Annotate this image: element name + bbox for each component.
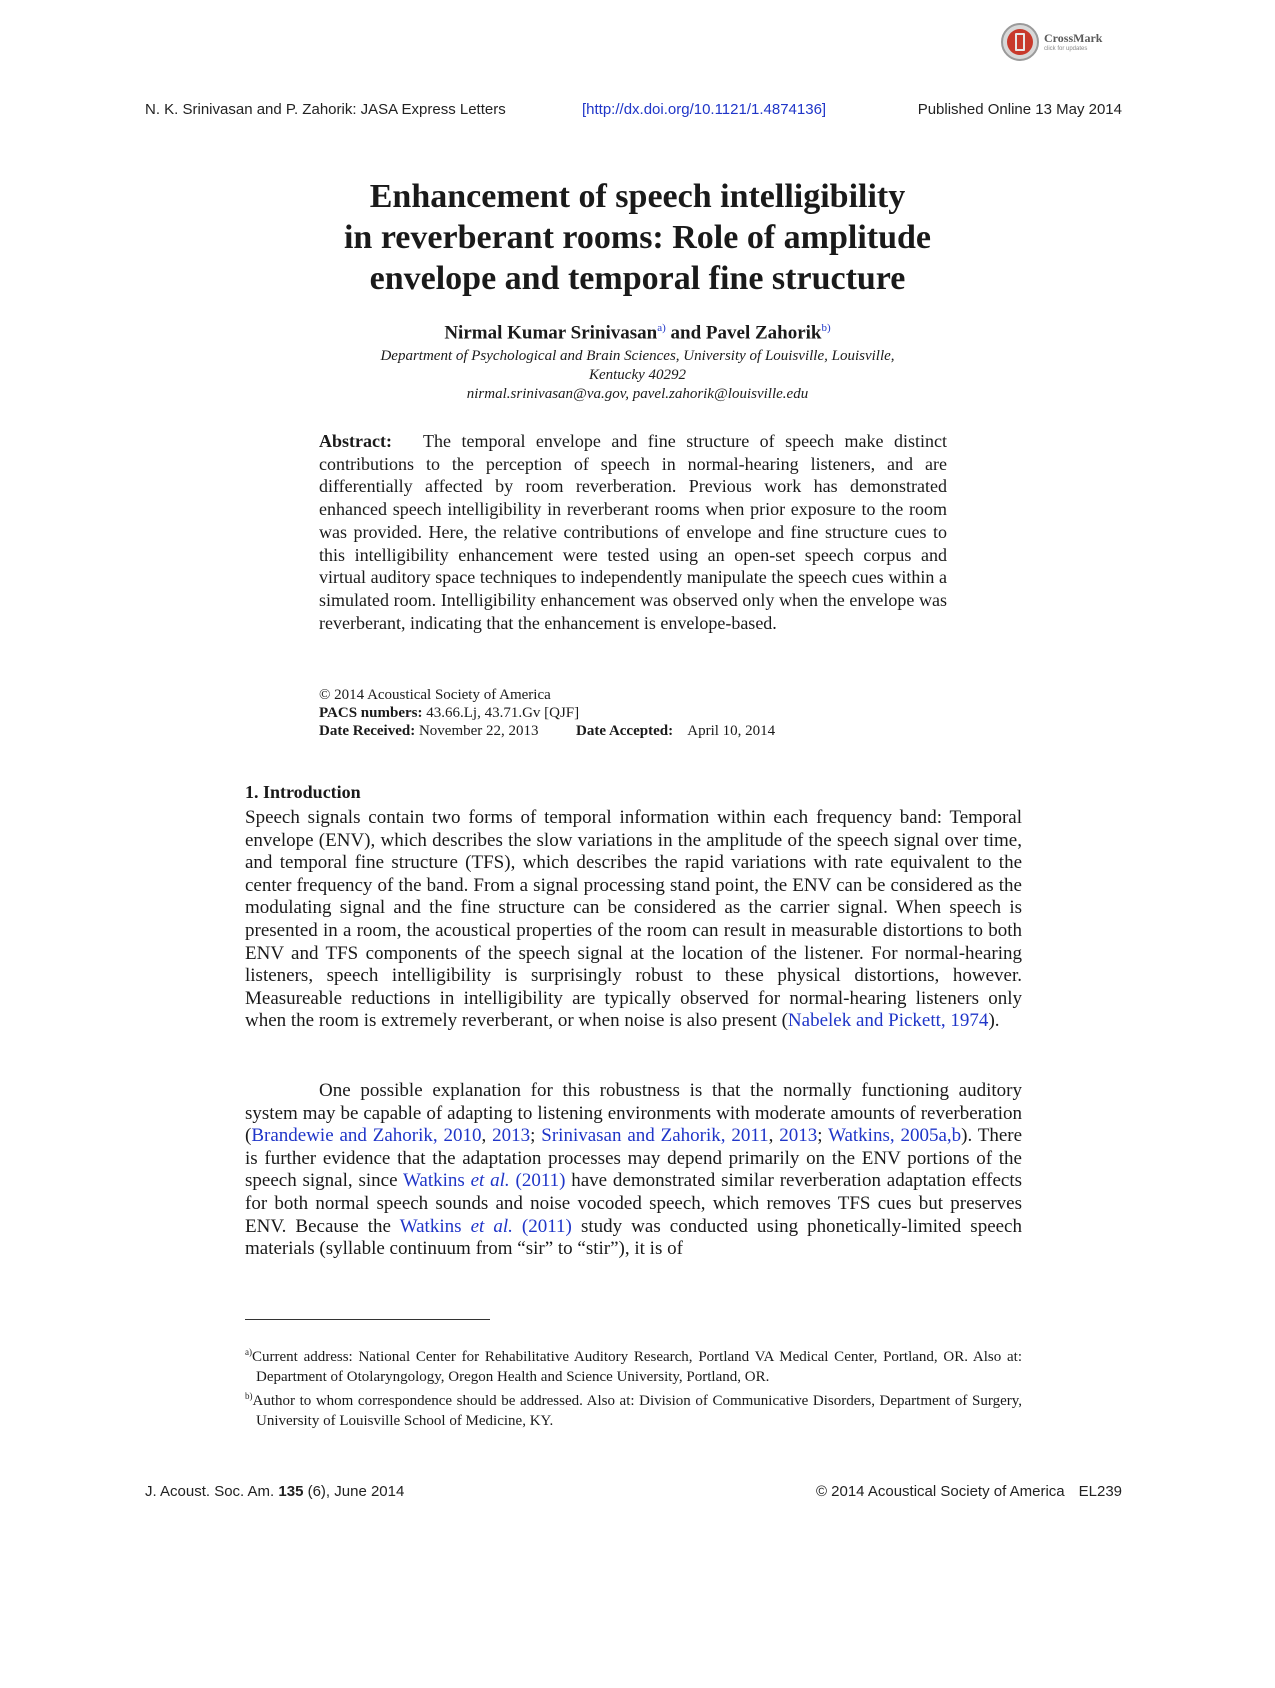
pacs-value: 43.66.Lj, 43.71.Gv [QJF]: [426, 705, 580, 721]
journal-volume: 135: [278, 1483, 304, 1500]
citation-watkins-2011-a-etal: et al.: [470, 1170, 510, 1192]
doi-link[interactable]: [http://dx.doi.org/10.1121/1.4874136]: [582, 101, 827, 118]
accepted-value: April 10, 2014: [687, 723, 776, 739]
journal-citation: [145, 1483, 404, 1500]
article-title: [260, 176, 1015, 299]
page-number: EL239: [1078, 1483, 1122, 1500]
author-2-footnote-mark[interactable]: b): [821, 322, 831, 334]
dates-line: [319, 722, 947, 740]
affiliation: [260, 347, 1015, 404]
journal-name: J. Acoust. Soc. Am.: [145, 1483, 279, 1500]
citation-watkins-2011-a-year: (2011): [509, 1170, 566, 1192]
crossmark-icon: [1000, 22, 1040, 62]
article-meta: [319, 686, 947, 740]
p2-sep-4: ;: [817, 1125, 829, 1147]
author-2: Pavel Zahorik: [705, 322, 822, 344]
citation-brandewie-2013[interactable]: 2013: [492, 1125, 531, 1147]
crossmark-subtitle: click for updates: [1044, 46, 1088, 52]
author-conjunction: and: [665, 322, 706, 344]
section-heading: 1. Introduction: [245, 782, 361, 802]
footnote-a-mark: a): [245, 1347, 252, 1357]
abstract-label: Abstract:: [319, 431, 392, 451]
received-value: November 22, 2013: [418, 723, 539, 739]
footnotes: [245, 1343, 1022, 1431]
p2-sep-3: ,: [768, 1125, 780, 1147]
accepted-label: Date Accepted:: [576, 723, 674, 739]
footnote-a: [245, 1343, 1022, 1387]
p2-text-b: ). There is further evidence that the adaptation processes may depend primarily on the ENV portions of the speech signal, since: [245, 1125, 1023, 1192]
affiliation-line-1: Department of Psychological and Brain Sciences, University of Louisville, Louisville,: [380, 348, 895, 364]
p2-sep-1: ,: [481, 1125, 493, 1147]
citation-watkins-2011-b-name: Watkins: [399, 1215, 471, 1237]
pacs-label: PACS numbers:: [319, 705, 423, 721]
author-1-footnote-mark[interactable]: a): [657, 322, 666, 334]
received-label: Date Received:: [319, 723, 416, 739]
title-line-1: Enhancement of speech intelligibility: [369, 178, 906, 215]
footnote-b-mark: b): [245, 1391, 253, 1401]
author-emails: nirmal.srinivasan@va.gov, pavel.zahorik@louisville.edu: [466, 386, 809, 402]
citation-watkins-2011-b[interactable]: [400, 1216, 572, 1237]
citation-brandewie-2010[interactable]: Brandewie and Zahorik, 2010: [251, 1125, 482, 1147]
citation-watkins-2011-a[interactable]: [403, 1170, 565, 1191]
footnote-b-text: Author to whom correspondence should be addressed. Also at: Division of Communicative Disorders, Department of Surgery, University of Louisville School of Medicine, KY.: [252, 1393, 1022, 1429]
pacs-line: [319, 704, 947, 722]
citation-srinivasan-2011[interactable]: Srinivasan and Zahorik, 2011: [541, 1125, 769, 1147]
p2-sep-2: ;: [530, 1125, 542, 1147]
footnote-a-text: Current address: National Center for Rehabilitative Auditory Research, Portland VA Medical Center, Portland, OR. Also at: Department of Otolaryngology, Oregon Health and Science University, Portland, OR.: [252, 1349, 1022, 1385]
title-line-2: in reverberant rooms: Role of amplitude: [343, 219, 932, 256]
intro-paragraph-2: [245, 1080, 1022, 1261]
journal-issue: (6), June 2014: [303, 1483, 405, 1500]
published-date: Published Online 13 May 2014: [917, 101, 1122, 118]
citation-watkins-2011-a-name: Watkins: [402, 1170, 471, 1192]
author-1: Nirmal Kumar Srinivasan: [444, 322, 658, 344]
abstract: [319, 430, 947, 634]
title-line-3: envelope and temporal fine structure: [369, 260, 906, 297]
running-header: [145, 101, 1122, 121]
citation-srinivasan-2013[interactable]: 2013: [779, 1125, 818, 1147]
footer-right: [816, 1483, 1122, 1500]
citation-watkins-2005[interactable]: Watkins, 2005a,b: [828, 1125, 962, 1147]
footnote-b: [245, 1387, 1022, 1431]
p2-text-c: have demonstrated similar reverberation adaptation effects for both normal speech sounds and noise vocoded speech, which removes TFS cues but preserves ENV. Because the: [245, 1170, 1023, 1237]
footer-copyright: © 2014 Acoustical Society of America: [815, 1483, 1065, 1500]
p1-end: ).: [988, 1010, 1000, 1032]
header-authors: N. K. Srinivasan and P. Zahorik: JASA Express Letters: [145, 101, 506, 118]
citation-watkins-2011-b-year: (2011): [512, 1215, 572, 1237]
p2-text-a: One possible explanation for this robustness is that the normally functioning auditory system may be capable of adapting to listening environments with moderate amounts of reverberation (: [245, 1080, 1022, 1147]
author-list: [260, 322, 1015, 344]
p1-text: Speech signals contain two forms of temporal information within each frequency band: Temporal envelope (ENV), which describes the slow variations in the amplitude of the speech signal over time, and temporal fine structure (TFS), which describes the rapid variations with rate equivalent to the center frequency of the band. From a signal processing stand point, the ENV can be considered as the modulating signal and the fine structure can be considered as the carrier signal. When speech is presented in a room, the acoustical properties of the room can result in measurable distortions to both ENV and TFS components of the speech signal at the location of the listener. For normal-hearing listeners, speech intelligibility is surprisingly robust to these physical distortions, however. Measureable reductions in intelligibility are typically observed for normal-hearing listeners only when the room is extremely reverberant, or when noise is also present (: [245, 807, 1022, 1032]
footnote-divider: [245, 1319, 490, 1320]
intro-paragraph-1: [245, 807, 1022, 1033]
citation-watkins-2011-b-etal: et al.: [470, 1215, 513, 1237]
affiliation-line-2: Kentucky 40292: [588, 367, 687, 383]
crossmark-title: CrossMark: [1044, 31, 1103, 45]
abstract-text: The temporal envelope and fine structure of speech make distinct contributions to the perception of speech in normal-hearing listeners, and are differentially affected by room reverberation. Previous work has demonstrated enhanced speech intelligibility in reverberant rooms when prior exposure to the room was provided. Here, the relative contributions of envelope and fine structure cues to this intelligibility enhancement were tested using an open-set speech corpus and virtual auditory space techniques to independently manipulate the speech cues within a simulated room. Intelligibility enhancement was observed only when the envelope was reverberant, indicating that the enhancement is envelope-based.: [319, 431, 947, 633]
crossmark-badge[interactable]: [1000, 20, 1108, 64]
copyright-line: © 2014 Acoustical Society of America: [319, 687, 551, 703]
p2-text-d: study was conducted using phonetically-limited speech materials (syllable continuum from “sir” to “stir”), it is of: [245, 1215, 1022, 1260]
citation-nabelek-pickett[interactable]: Nabelek and Pickett, 1974: [787, 1010, 989, 1032]
